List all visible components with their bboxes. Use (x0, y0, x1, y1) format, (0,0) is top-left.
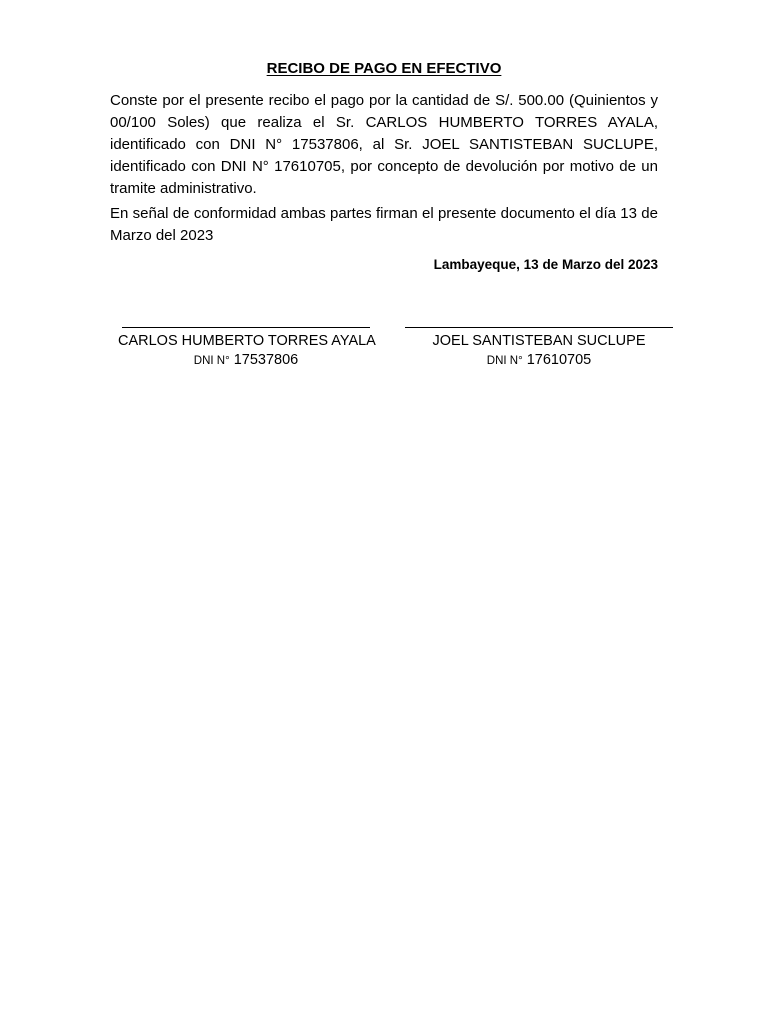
signature-line (405, 327, 673, 328)
dni-number: 17537806 (233, 352, 299, 368)
signature-block-payee (404, 327, 674, 371)
conformity-paragraph: En señal de conformidad ambas partes firman el presente documento el día 13 de Marzo del 2023 (110, 205, 658, 244)
dni-label: DNI N° (193, 355, 230, 367)
signatory-dni (404, 350, 674, 371)
signatory-name: CARLOS HUMBERTO TORRES AYALA (118, 333, 376, 349)
dni-label: DNI N° (486, 355, 523, 367)
signatory-name: JOEL SANTISTEBAN SUCLUPE (432, 333, 646, 349)
dni-number: 17610705 (526, 352, 592, 368)
signature-block-payer (118, 327, 374, 371)
document-title (0, 60, 768, 77)
receipt-paragraph: Conste por el presente recibo el pago por la cantidad de S/. 500.00 (Quinientos y 00/100 Soles) que realiza el Sr. CARLOS HUMBERTO TORRES AYALA, identificado con DNI N° 17537806, al Sr. JOEL SANTISTEBAN SUCLUPE, identificado con DNI N° 17610705, por concepto de devolución por motivo de un tramite administrativo. (110, 92, 658, 197)
signatory-dni (118, 350, 374, 371)
document-title-text: RECIBO DE PAGO EN EFECTIVO (266, 60, 502, 77)
place-and-date: Lambayeque, 13 de Marzo del 2023 (433, 257, 658, 272)
signature-line (122, 327, 370, 328)
